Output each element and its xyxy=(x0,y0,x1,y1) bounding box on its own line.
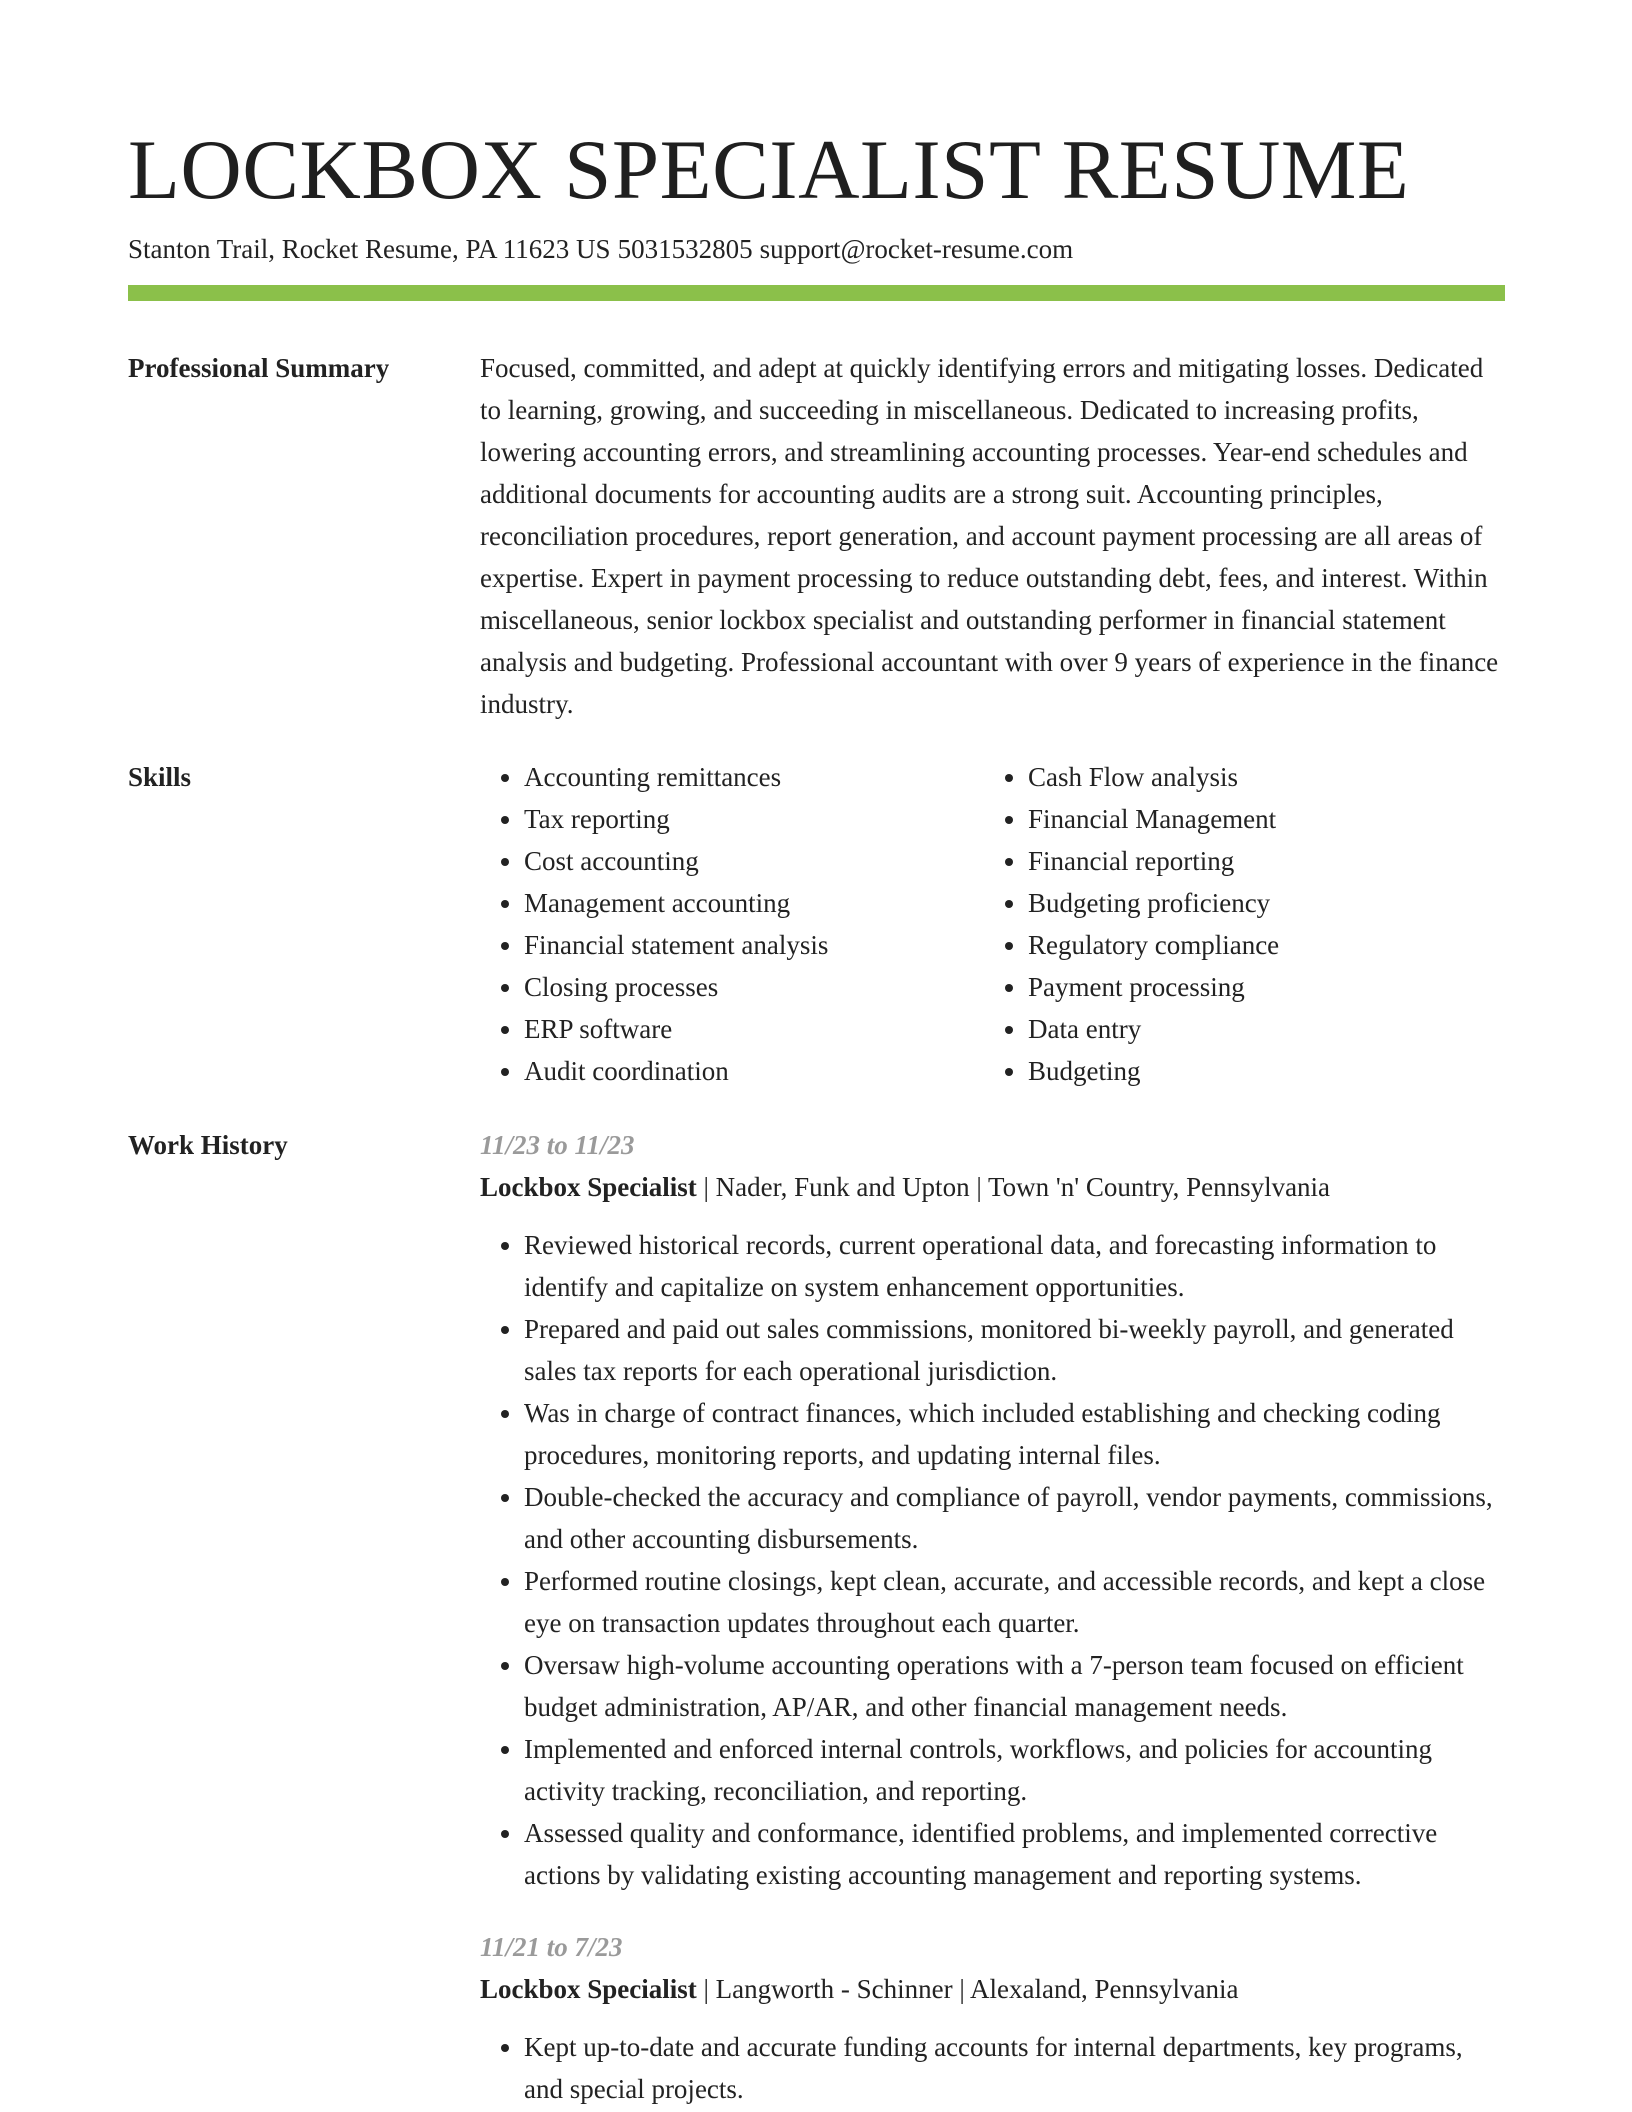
job-entry xyxy=(480,1926,1505,2110)
skill-item: • Accounting remittances xyxy=(524,756,984,798)
skill-item: • Financial reporting xyxy=(1028,840,1488,882)
work-history-label: Work History xyxy=(128,1130,288,1160)
job-bullet: • Assessed quality and conformance, identified problems, and implemented corrective actions by validating existing accounting management and reporting systems. xyxy=(524,1812,1505,1896)
skill-item: • Financial Management xyxy=(1028,798,1488,840)
skills-label: Skills xyxy=(128,762,192,792)
job-bullet: • Implemented and enforced internal controls, workflows, and policies for accounting activity tracking, reconciliation, and reporting. xyxy=(524,1728,1505,1812)
job-bullet: • Oversaw high-volume accounting operations with a 7-person team focused on efficient budget administration, AP/AR, and other financial management needs. xyxy=(524,1644,1505,1728)
job-heading xyxy=(480,1968,1505,2010)
resume-title: LOCKBOX SPECIALIST RESUME xyxy=(128,123,1410,217)
job-entry xyxy=(480,1124,1505,1896)
summary-body xyxy=(480,347,1505,725)
job-dates: 11/23 to 11/23 xyxy=(480,1130,635,1160)
job-bullet-list xyxy=(480,1224,1505,1896)
contact-line xyxy=(128,230,1073,268)
skill-item: • Management accounting xyxy=(524,882,984,924)
skills-body xyxy=(480,756,1505,1092)
skill-item: • Cost accounting xyxy=(524,840,984,882)
job-bullet-list xyxy=(480,2026,1505,2110)
skills-list-left xyxy=(480,756,984,1092)
job-bullet: • Performed routine closings, kept clean, accurate, and accessible records, and kept a close eye on transaction updates throughout each quarter. xyxy=(524,1560,1505,1644)
job-bullet: • Kept up-to-date and accurate funding accounts for internal departments, key programs, and special projects. xyxy=(524,2026,1505,2110)
job-bullet: • Was in charge of contract finances, which included establishing and checking coding procedures, monitoring reports, and updating internal files. xyxy=(524,1392,1505,1476)
skill-item: • Budgeting xyxy=(1028,1050,1488,1092)
skill-item: • Data entry xyxy=(1028,1008,1488,1050)
job-title: Lockbox Specialist xyxy=(480,1974,697,2004)
job-bullet: • Double-checked the accuracy and compliance of payroll, vendor payments, commissions, and other accounting disbursements. xyxy=(524,1476,1505,1560)
contact-phone: 5031532805 xyxy=(617,234,753,264)
skill-item: • Financial statement analysis xyxy=(524,924,984,966)
skill-item: • Closing processes xyxy=(524,966,984,1008)
skill-item: • Cash Flow analysis xyxy=(1028,756,1488,798)
work-history-body xyxy=(480,1124,1505,2110)
skills-columns xyxy=(480,756,1505,1092)
job-dates: 11/21 to 7/23 xyxy=(480,1932,623,1962)
header-divider xyxy=(128,285,1505,301)
skills-list-right xyxy=(984,756,1488,1092)
summary-label: Professional Summary xyxy=(128,353,390,383)
job-bullet: • Prepared and paid out sales commissions, monitored bi-weekly payroll, and generated sales tax reports for each operational jurisdiction. xyxy=(524,1308,1505,1392)
skill-item: • Payment processing xyxy=(1028,966,1488,1008)
job-heading xyxy=(480,1166,1505,1208)
skill-item: • Budgeting proficiency xyxy=(1028,882,1488,924)
job-title: Lockbox Specialist xyxy=(480,1172,697,1202)
contact-email: support@rocket-resume.com xyxy=(759,234,1074,264)
job-employer-location: | Langworth - Schinner | Alexaland, Pennsylvania xyxy=(696,1974,1239,2004)
skill-item: • Tax reporting xyxy=(524,798,984,840)
contact-address: Stanton Trail, Rocket Resume, PA 11623 US xyxy=(128,234,611,264)
skill-item: • Audit coordination xyxy=(524,1050,984,1092)
skill-item: • ERP software xyxy=(524,1008,984,1050)
job-bullet: • Reviewed historical records, current operational data, and forecasting information to identify and capitalize on system enhancement opportunities. xyxy=(524,1224,1505,1308)
skill-item: • Regulatory compliance xyxy=(1028,924,1488,966)
job-employer-location: | Nader, Funk and Upton | Town 'n' Country, Pennsylvania xyxy=(696,1172,1331,1202)
summary-text: Focused, committed, and adept at quickly identifying errors and mitigating losses. Dedicated to learning, growing, and succeeding in miscellaneous. Dedicated to increasing profits, lowering accounting errors, and streamlining accounting processes. Year-end schedules and additional documents for accounting audits are a strong suit. Accounting principles, reconciliation procedures, report generation, and account payment processing are all areas of expertise. Expert in payment processing to reduce outstanding debt, fees, and interest. Within miscellaneous, senior lockbox specialist and outstanding performer in financial statement analysis and budgeting. Professional accountant with over 9 years of experience in the finance industry. xyxy=(480,353,1499,719)
